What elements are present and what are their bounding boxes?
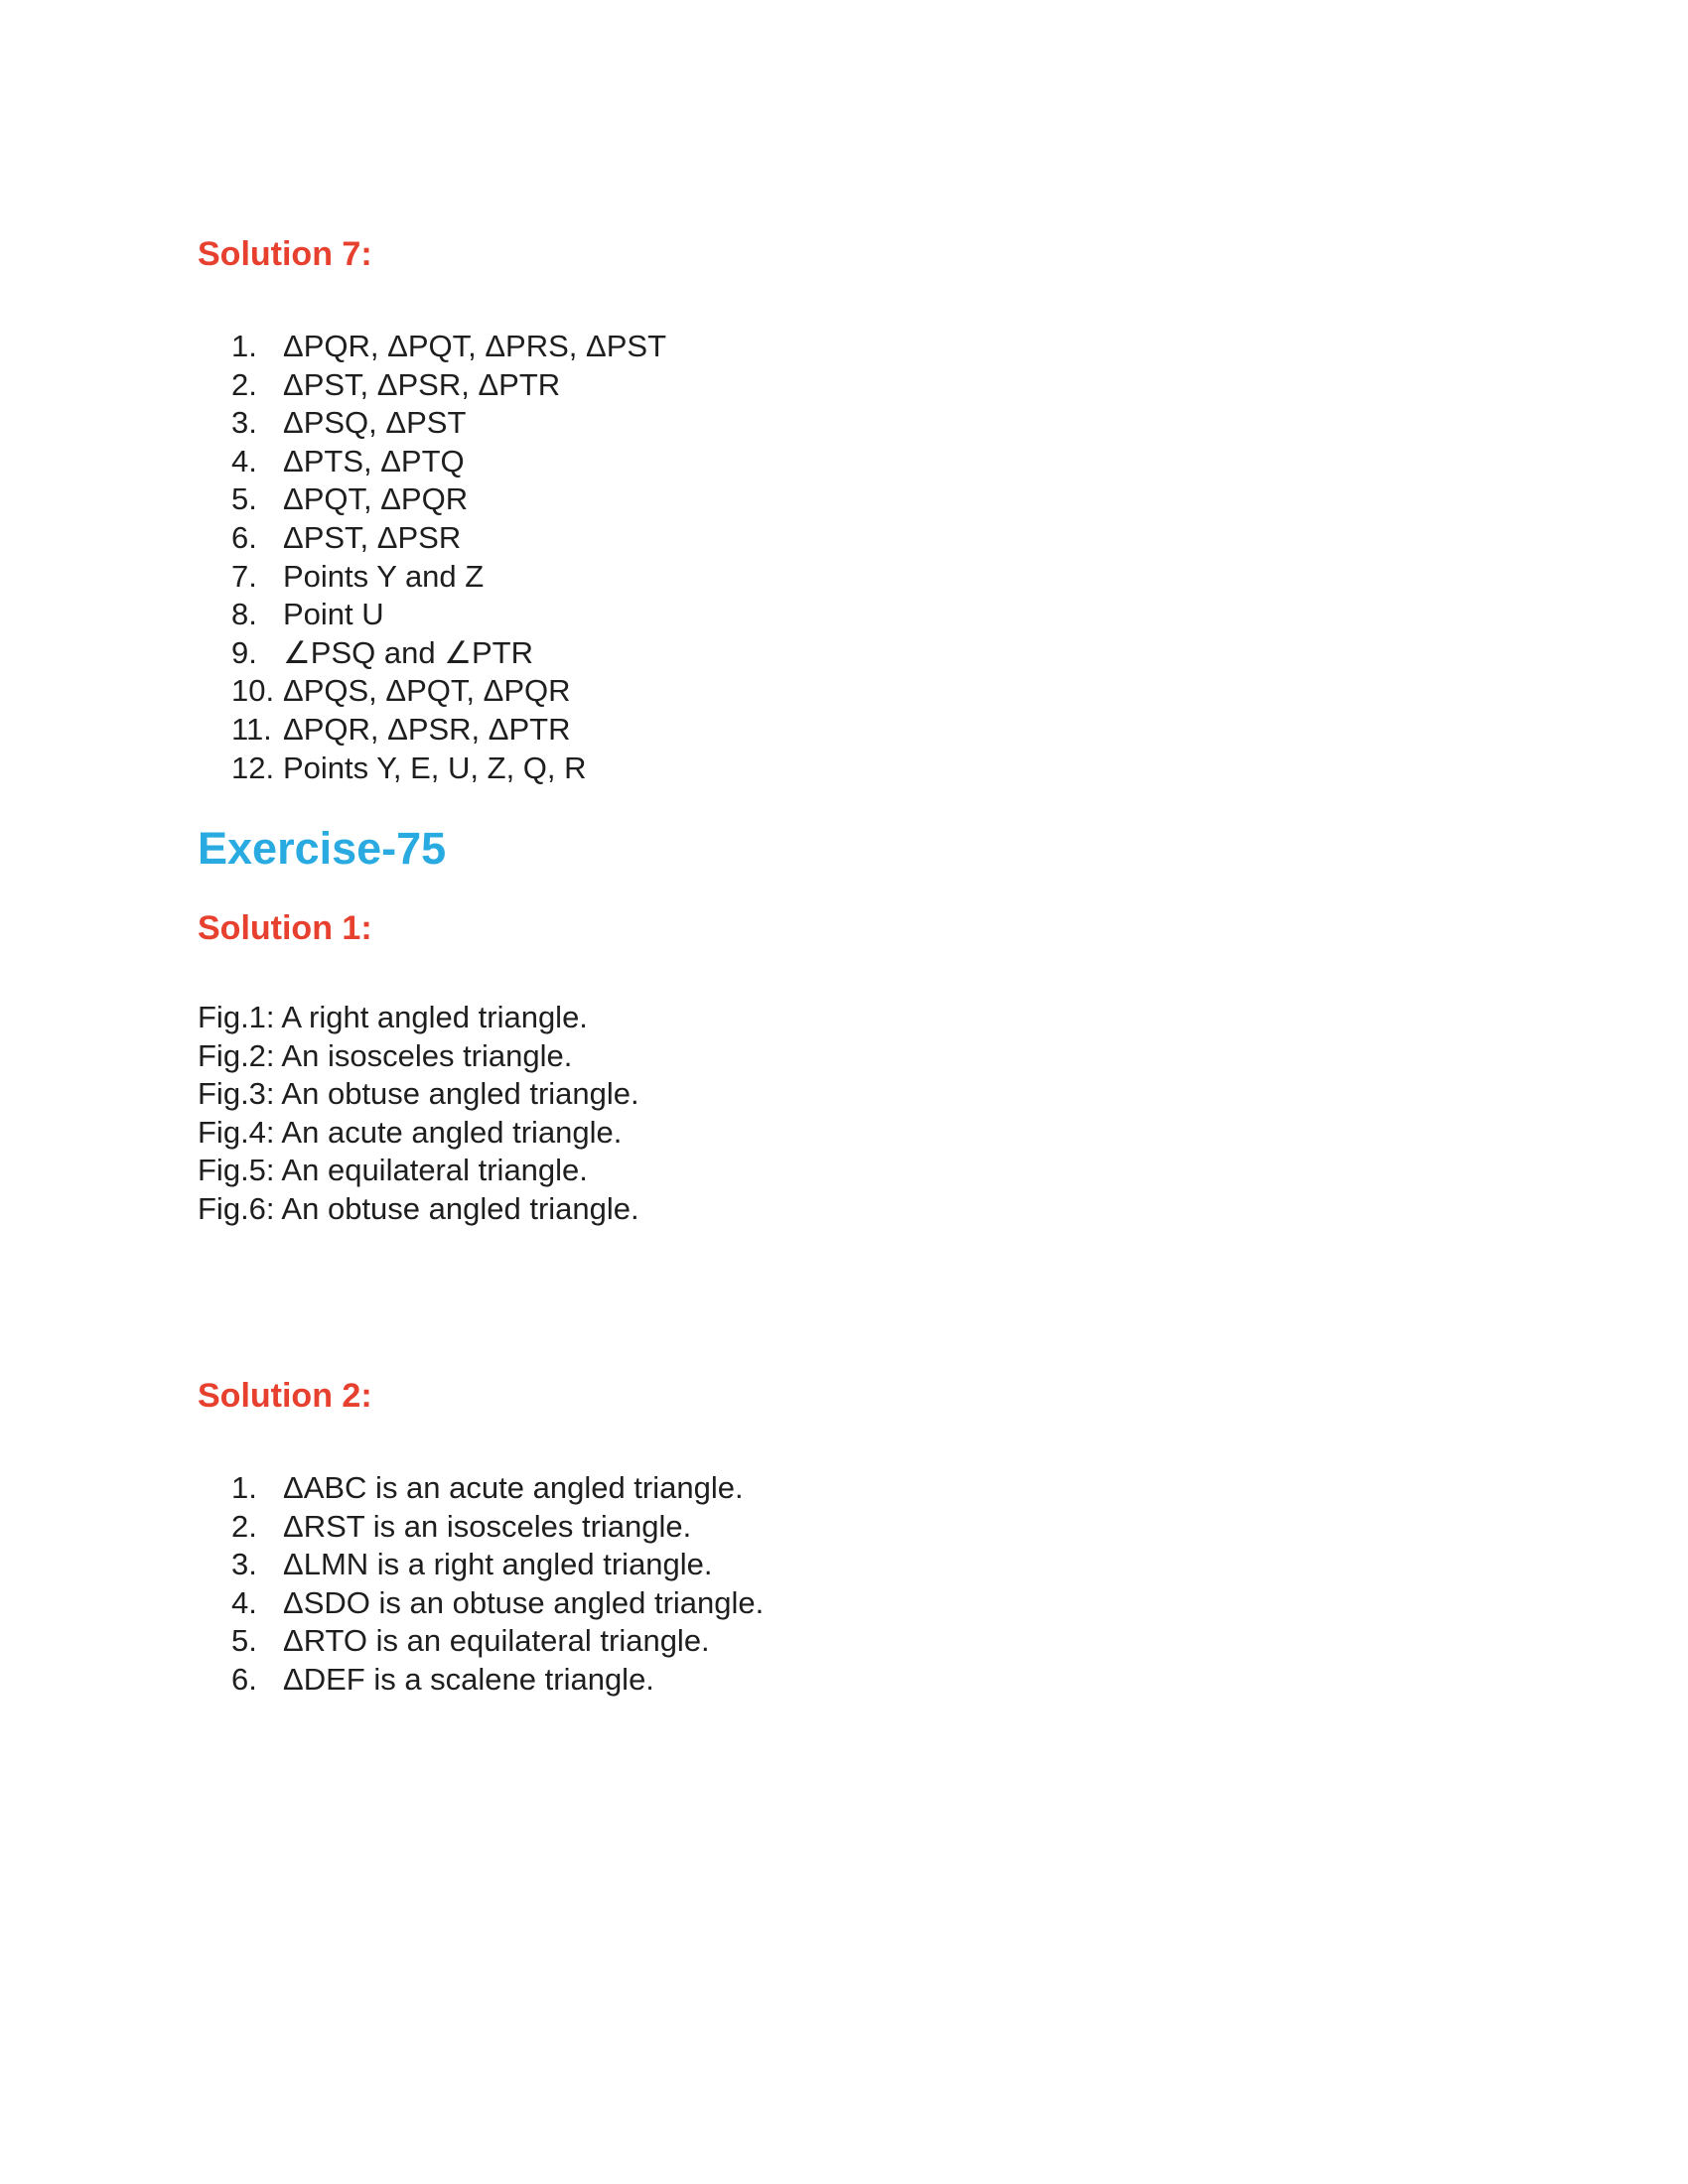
list-item: [231, 1584, 764, 1623]
list-item-text: ΔABC is an acute angled triangle.: [283, 1470, 744, 1505]
figure-line: Fig.5: An equilateral triangle.: [198, 1153, 588, 1188]
list-item: [231, 1546, 764, 1584]
list-item-number: 1.: [231, 1470, 257, 1505]
list-item-number: 10.: [231, 673, 275, 709]
figure-line: Fig.2: An isosceles triangle.: [198, 1037, 573, 1073]
list-item-text: Point U: [283, 597, 384, 632]
list-item: [231, 404, 666, 443]
list-item-number: 4.: [231, 443, 257, 478]
list-item-number: 6.: [231, 519, 257, 555]
exercise-75-heading: Exercise-75: [198, 823, 447, 874]
list-item-number: 2.: [231, 366, 257, 402]
list-item-text: ΔPTS, ΔPTQ: [283, 443, 465, 478]
list-item: [231, 1469, 764, 1508]
list-item-number: 5.: [231, 481, 257, 517]
solution-7-heading: Solution 7:: [198, 235, 372, 273]
list-item: [231, 558, 666, 597]
list-item: [231, 634, 666, 673]
list-item: [231, 596, 666, 634]
list-item-text: ΔPQS, ΔPQT, ΔPQR: [283, 673, 571, 709]
list-item: [231, 750, 666, 788]
list-item: [231, 1661, 764, 1700]
figure-line: Fig.4: An acute angled triangle.: [198, 1114, 623, 1150]
solution-2-list: [231, 1469, 764, 1700]
list-item-number: 9.: [231, 634, 257, 670]
list-item-text: Points Y, E, U, Z, Q, R: [283, 750, 587, 785]
list-item-number: 4.: [231, 1584, 257, 1620]
figure-line: Fig.6: An obtuse angled triangle.: [198, 1190, 639, 1226]
list-item: [231, 366, 666, 405]
solution-2-heading: Solution 2:: [198, 1377, 372, 1415]
list-item: [231, 672, 666, 711]
list-item-number: 7.: [231, 558, 257, 594]
figure-line: Fig.3: An obtuse angled triangle.: [198, 1076, 639, 1112]
list-item-number: 8.: [231, 597, 257, 632]
list-item-text: ΔPST, ΔPSR: [283, 519, 462, 555]
list-item-text: ΔDEF is a scalene triangle.: [283, 1661, 654, 1697]
list-item-number: 12.: [231, 750, 275, 785]
list-item-number: 6.: [231, 1661, 257, 1697]
list-item-text: ΔSDO is an obtuse angled triangle.: [283, 1584, 765, 1620]
list-item-text: Points Y and Z: [283, 558, 485, 594]
solution-1-heading: Solution 1:: [198, 909, 372, 947]
list-item-number: 3.: [231, 1547, 257, 1582]
list-item-number: 2.: [231, 1508, 257, 1544]
list-item-text: ΔPSQ, ΔPST: [283, 405, 467, 441]
list-item-text: ΔPQR, ΔPSR, ΔPTR: [283, 711, 571, 747]
list-item-number: 5.: [231, 1623, 257, 1659]
solution-7-list: [231, 328, 666, 787]
list-item-number: 3.: [231, 405, 257, 441]
figure-answers: [198, 999, 639, 1229]
list-item-text: ΔPQT, ΔPQR: [283, 481, 469, 517]
list-item: [231, 519, 666, 558]
list-item-text: ΔPQR, ΔPQT, ΔPRS, ΔPST: [283, 329, 667, 363]
list-item-number: 11.: [231, 711, 272, 747]
figure-line: Fig.1: A right angled triangle.: [198, 1000, 588, 1034]
list-item: [231, 443, 666, 481]
list-item: [231, 1622, 764, 1661]
list-item-text: ∠PSQ and ∠PTR: [283, 634, 533, 670]
list-item-number: 1.: [231, 329, 257, 363]
list-item-text: ΔPST, ΔPSR, ΔPTR: [283, 366, 561, 402]
list-item-text: ΔRTO is an equilateral triangle.: [283, 1623, 710, 1659]
list-item-text: ΔRST is an isosceles triangle.: [283, 1508, 692, 1544]
list-item: [231, 328, 666, 366]
list-item: [231, 711, 666, 750]
list-item: [231, 480, 666, 519]
list-item-text: ΔLMN is a right angled triangle.: [283, 1547, 713, 1582]
list-item: [231, 1508, 764, 1547]
